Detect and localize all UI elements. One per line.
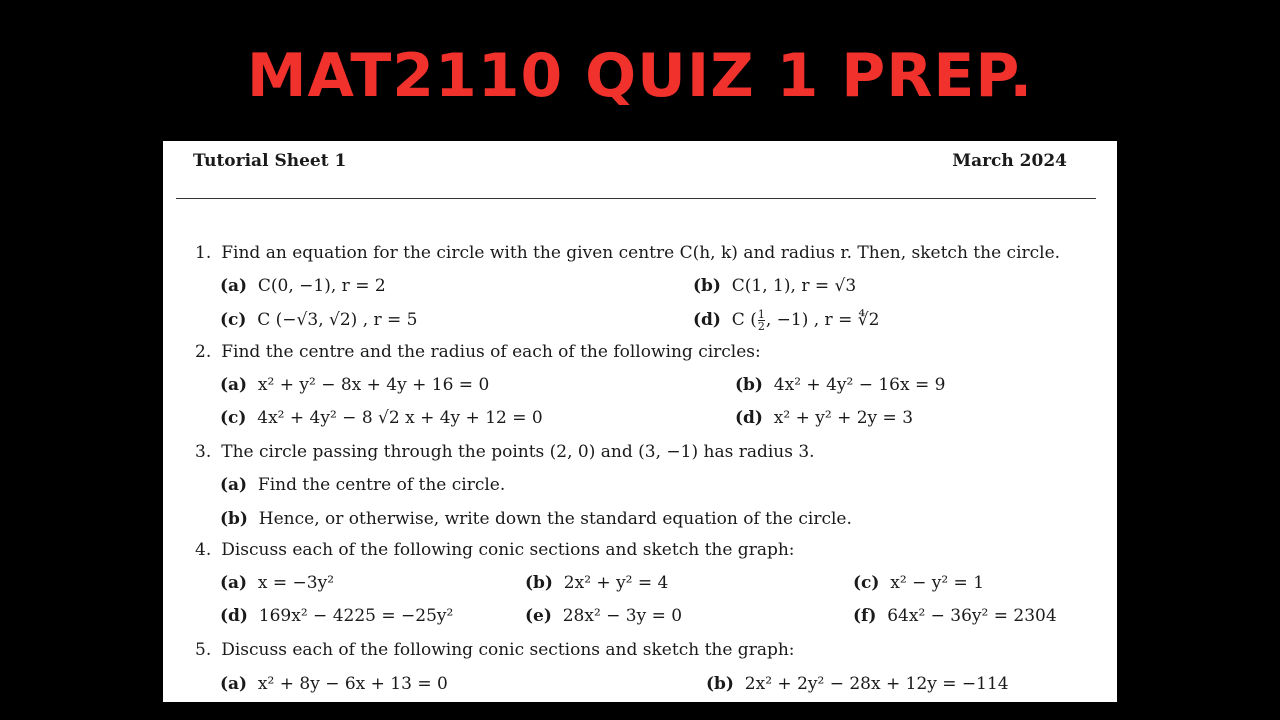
q2-part-c bbox=[220, 407, 543, 429]
part-expression: x = −3y² bbox=[257, 573, 335, 593]
part-expression: 4x² + 4y² − 16x = 9 bbox=[773, 375, 946, 395]
part-expression-prefix: C ( bbox=[731, 310, 757, 330]
question-text: Discuss each of the following conic sections and sketch the graph: bbox=[221, 540, 795, 560]
q1-part-a bbox=[220, 275, 386, 297]
part-expression: C(0, −1), r = 2 bbox=[257, 276, 386, 296]
question-text: Find the centre and the radius of each of the following circles: bbox=[221, 342, 761, 362]
question-text: The circle passing through the points (2, 0) and (3, −1) has radius 3. bbox=[221, 442, 815, 462]
part-expression: 64x² − 36y² = 2304 bbox=[887, 606, 1057, 626]
question-3 bbox=[195, 441, 815, 463]
header-divider bbox=[176, 198, 1096, 199]
part-label: (b) bbox=[220, 509, 248, 529]
q1-part-b bbox=[693, 275, 856, 297]
question-number: 2. bbox=[195, 342, 212, 362]
part-label: (a) bbox=[220, 375, 248, 395]
part-expression: 2x² + 2y² − 28x + 12y = −114 bbox=[744, 674, 1009, 694]
part-label: (b) bbox=[525, 573, 553, 593]
part-text: Hence, or otherwise, write down the standard equation of the circle. bbox=[258, 509, 852, 529]
part-expression: C (−√3, √2) , r = 5 bbox=[257, 310, 418, 330]
part-label: (c) bbox=[853, 573, 880, 593]
fraction-denominator: 2 bbox=[757, 320, 765, 333]
question-1 bbox=[195, 242, 1060, 264]
q1-part-c bbox=[220, 309, 418, 331]
q3-part-b bbox=[220, 508, 852, 530]
q4-part-d bbox=[220, 605, 453, 627]
q5-part-b bbox=[706, 673, 1009, 695]
question-number: 4. bbox=[195, 540, 212, 560]
q2-part-b bbox=[735, 374, 945, 396]
question-text: Find an equation for the circle with the given centre C(h, k) and radius r. Then, sketch the circle. bbox=[221, 243, 1061, 263]
part-label: (d) bbox=[735, 408, 763, 428]
video-title-banner: MAT2110 QUIZ 1 PREP. bbox=[246, 41, 1034, 111]
part-expression: 169x² − 4225 = −25y² bbox=[258, 606, 454, 626]
part-expression: x² + y² + 2y = 3 bbox=[773, 408, 914, 428]
fraction bbox=[758, 309, 765, 332]
sheet-date: March 2024 bbox=[952, 151, 1067, 171]
question-4 bbox=[195, 539, 795, 561]
part-expression: x² − y² = 1 bbox=[890, 573, 985, 593]
q5-part-a bbox=[220, 673, 448, 695]
part-text: Find the centre of the circle. bbox=[257, 475, 506, 495]
q2-part-d bbox=[735, 407, 913, 429]
part-label: (d) bbox=[693, 310, 721, 330]
part-label: (c) bbox=[220, 310, 247, 330]
part-label: (b) bbox=[706, 674, 734, 694]
question-number: 3. bbox=[195, 442, 212, 462]
question-5 bbox=[195, 639, 795, 661]
q2-part-a bbox=[220, 374, 489, 396]
q4-part-c bbox=[853, 572, 984, 594]
q3-part-a bbox=[220, 474, 505, 496]
q4-part-e bbox=[525, 605, 682, 627]
question-text: Discuss each of the following conic sections and sketch the graph: bbox=[221, 640, 795, 660]
q4-part-b bbox=[525, 572, 668, 594]
fraction-numerator: 1 bbox=[757, 308, 765, 321]
part-expression: 2x² + y² = 4 bbox=[563, 573, 669, 593]
sheet-title: Tutorial Sheet 1 bbox=[193, 151, 347, 171]
question-number: 5. bbox=[195, 640, 212, 660]
part-label: (b) bbox=[735, 375, 763, 395]
question-2 bbox=[195, 341, 761, 363]
part-label: (a) bbox=[220, 276, 248, 296]
part-label: (b) bbox=[693, 276, 721, 296]
q4-part-a bbox=[220, 572, 334, 594]
part-label: (a) bbox=[220, 475, 248, 495]
part-label: (f) bbox=[853, 606, 877, 626]
part-label: (e) bbox=[525, 606, 552, 626]
part-label: (a) bbox=[220, 674, 248, 694]
tutorial-sheet bbox=[163, 141, 1117, 702]
part-expression: x² + 8y − 6x + 13 = 0 bbox=[257, 674, 448, 694]
part-label: (c) bbox=[220, 408, 247, 428]
part-label: (d) bbox=[220, 606, 248, 626]
part-label: (a) bbox=[220, 573, 248, 593]
q4-part-f bbox=[853, 605, 1057, 627]
part-expression: x² + y² − 8x + 4y + 16 = 0 bbox=[257, 375, 490, 395]
question-number: 1. bbox=[195, 243, 212, 263]
q1-part-d bbox=[693, 309, 879, 332]
part-expression-suffix: , −1) , r = ∜2 bbox=[765, 310, 880, 330]
part-expression: 4x² + 4y² − 8 √2 x + 4y + 12 = 0 bbox=[257, 408, 543, 428]
part-expression: C(1, 1), r = √3 bbox=[731, 276, 857, 296]
part-expression: 28x² − 3y = 0 bbox=[562, 606, 683, 626]
